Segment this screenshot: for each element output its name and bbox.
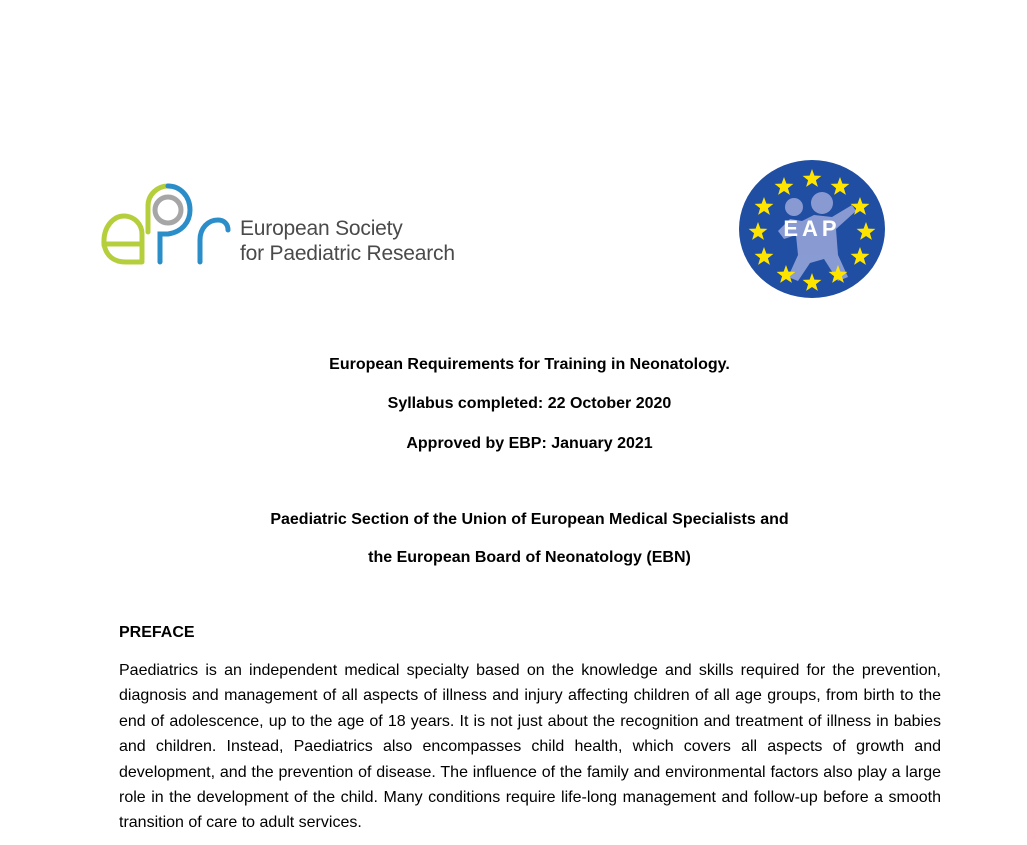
approval-date: Approved by EBP: January 2021	[406, 435, 653, 452]
section-line-2: the European Board of Neonatology (EBN)	[368, 549, 691, 566]
syllabus-date: Syllabus completed: 22 October 2020	[387, 395, 672, 412]
espr-name-line1: European Society	[240, 217, 403, 240]
eap-logo-label: EAP	[783, 216, 841, 241]
espr-logo	[100, 182, 480, 268]
espr-logo-e-curve	[104, 244, 142, 262]
espr-logo-blue-r	[200, 220, 228, 262]
espr-logo-mark	[100, 182, 232, 268]
eap-logo	[738, 159, 886, 299]
espr-logo-grey-circle	[155, 197, 181, 223]
section-line-1: Paediatric Section of the Union of European Medical Specialists and	[270, 511, 789, 528]
preface-paragraph: Paediatrics is an independent medical specialty based on the knowledge and skills required for the prevention, diagnosis and management of all aspects of illness and injury affecting children of all age groups, from birth to the end of adolescence, up to the age of 18 years. It is not just about the recognition and treatment of illness in babies and children. Instead, Paediatrics also encompasses child health, which covers all aspects of growth and development, and the prevention of disease. The influence of the family and environmental factors also play a large role in the development of the child. Many conditions require life-long management and follow-up before a smooth transition of care to adult services.	[119, 662, 941, 832]
espr-name-line2: for Paediatric Research	[240, 242, 455, 265]
preface-heading: PREFACE	[119, 624, 195, 641]
espr-logo-text	[240, 216, 455, 266]
document-title: European Requirements for Training in Neonatology.	[329, 356, 730, 373]
